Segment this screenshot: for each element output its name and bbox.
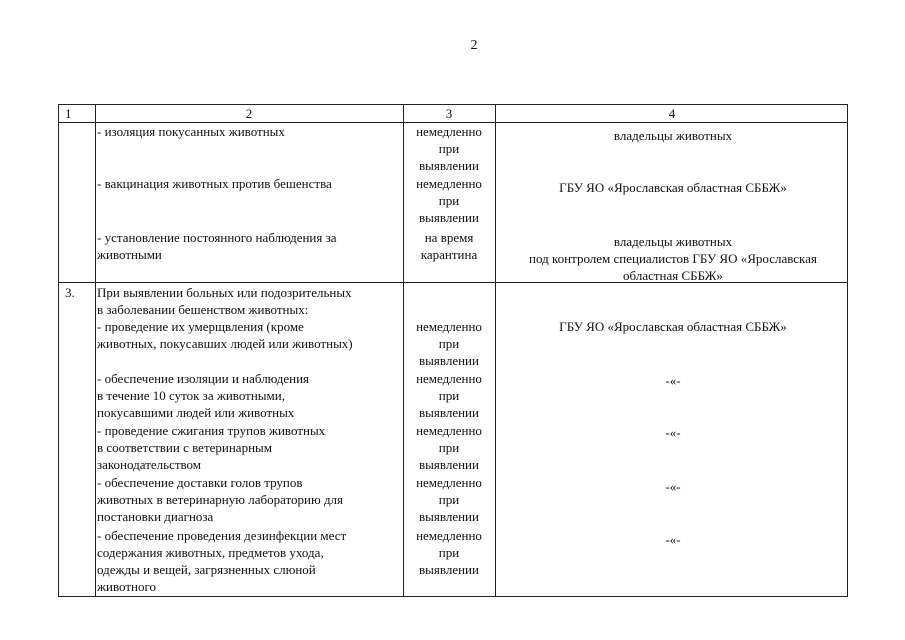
column-divider	[95, 105, 96, 596]
measure-cell: - обеспечение доставки голов трупов животных в ветеринарную лабораторию для постановки диагноза	[97, 475, 344, 524]
measures-table	[58, 104, 848, 597]
responsible-cell: ГБУ ЯО «Ярославская областная СББЖ»	[559, 180, 787, 195]
measure-cell: - обеспечение изоляции и наблюдения в течение 10 суток за животными, покусавшими людей или животных	[97, 371, 310, 420]
measure-cell: - обеспечение проведения дезинфекции мест содержания животных, предметов ухода, одежды и вещей, загрязненных слюной животного	[97, 528, 347, 594]
column-divider	[495, 105, 496, 596]
measure-cell: - проведение их умерщвления (кроме животных, покусавших людей или животных)	[97, 319, 353, 351]
timing-cell: немедленно при выявлении	[416, 319, 482, 368]
measure-cell: - установление постоянного наблюдения за животными	[97, 230, 337, 262]
responsible-cell: владельцы животных	[613, 128, 733, 143]
page-number: 2	[470, 38, 478, 53]
timing-cell: немедленно при выявлении	[416, 176, 482, 225]
timing-cell: немедленно при выявлении	[416, 423, 482, 472]
timing-cell: немедленно при выявлении	[416, 475, 482, 524]
measure-cell: - изоляция покусанных животных	[97, 124, 285, 139]
measure-cell: - проведение сжигания трупов животных в соответствии с ветеринарным законодательством	[97, 423, 326, 472]
row-number: 3.	[65, 285, 75, 300]
timing-cell: немедленно при выявлении	[416, 124, 482, 173]
responsible-cell: -«-	[665, 532, 681, 547]
timing-cell: на время карантина	[420, 230, 478, 262]
header-col-2: 2	[245, 106, 253, 121]
section-intro: При выявлении больных или подозрительных в заболевании бешенством животных:	[97, 285, 352, 317]
responsible-cell: ГБУ ЯО «Ярославская областная СББЖ»	[559, 319, 787, 334]
header-col-4: 4	[668, 106, 676, 121]
responsible-cell: -«-	[665, 373, 681, 388]
responsible-cell: -«-	[665, 479, 681, 494]
timing-cell: немедленно при выявлении	[416, 371, 482, 420]
responsible-cell: владельцы животных под контролем специалистов ГБУ ЯО «Ярославская областная СББЖ»	[529, 234, 817, 283]
header-col-3: 3	[445, 106, 453, 121]
header-col-1: 1	[65, 106, 72, 121]
measure-cell: - вакцинация животных против бешенства	[97, 176, 332, 191]
timing-cell: немедленно при выявлении	[416, 528, 482, 577]
responsible-cell: -«-	[665, 425, 681, 440]
